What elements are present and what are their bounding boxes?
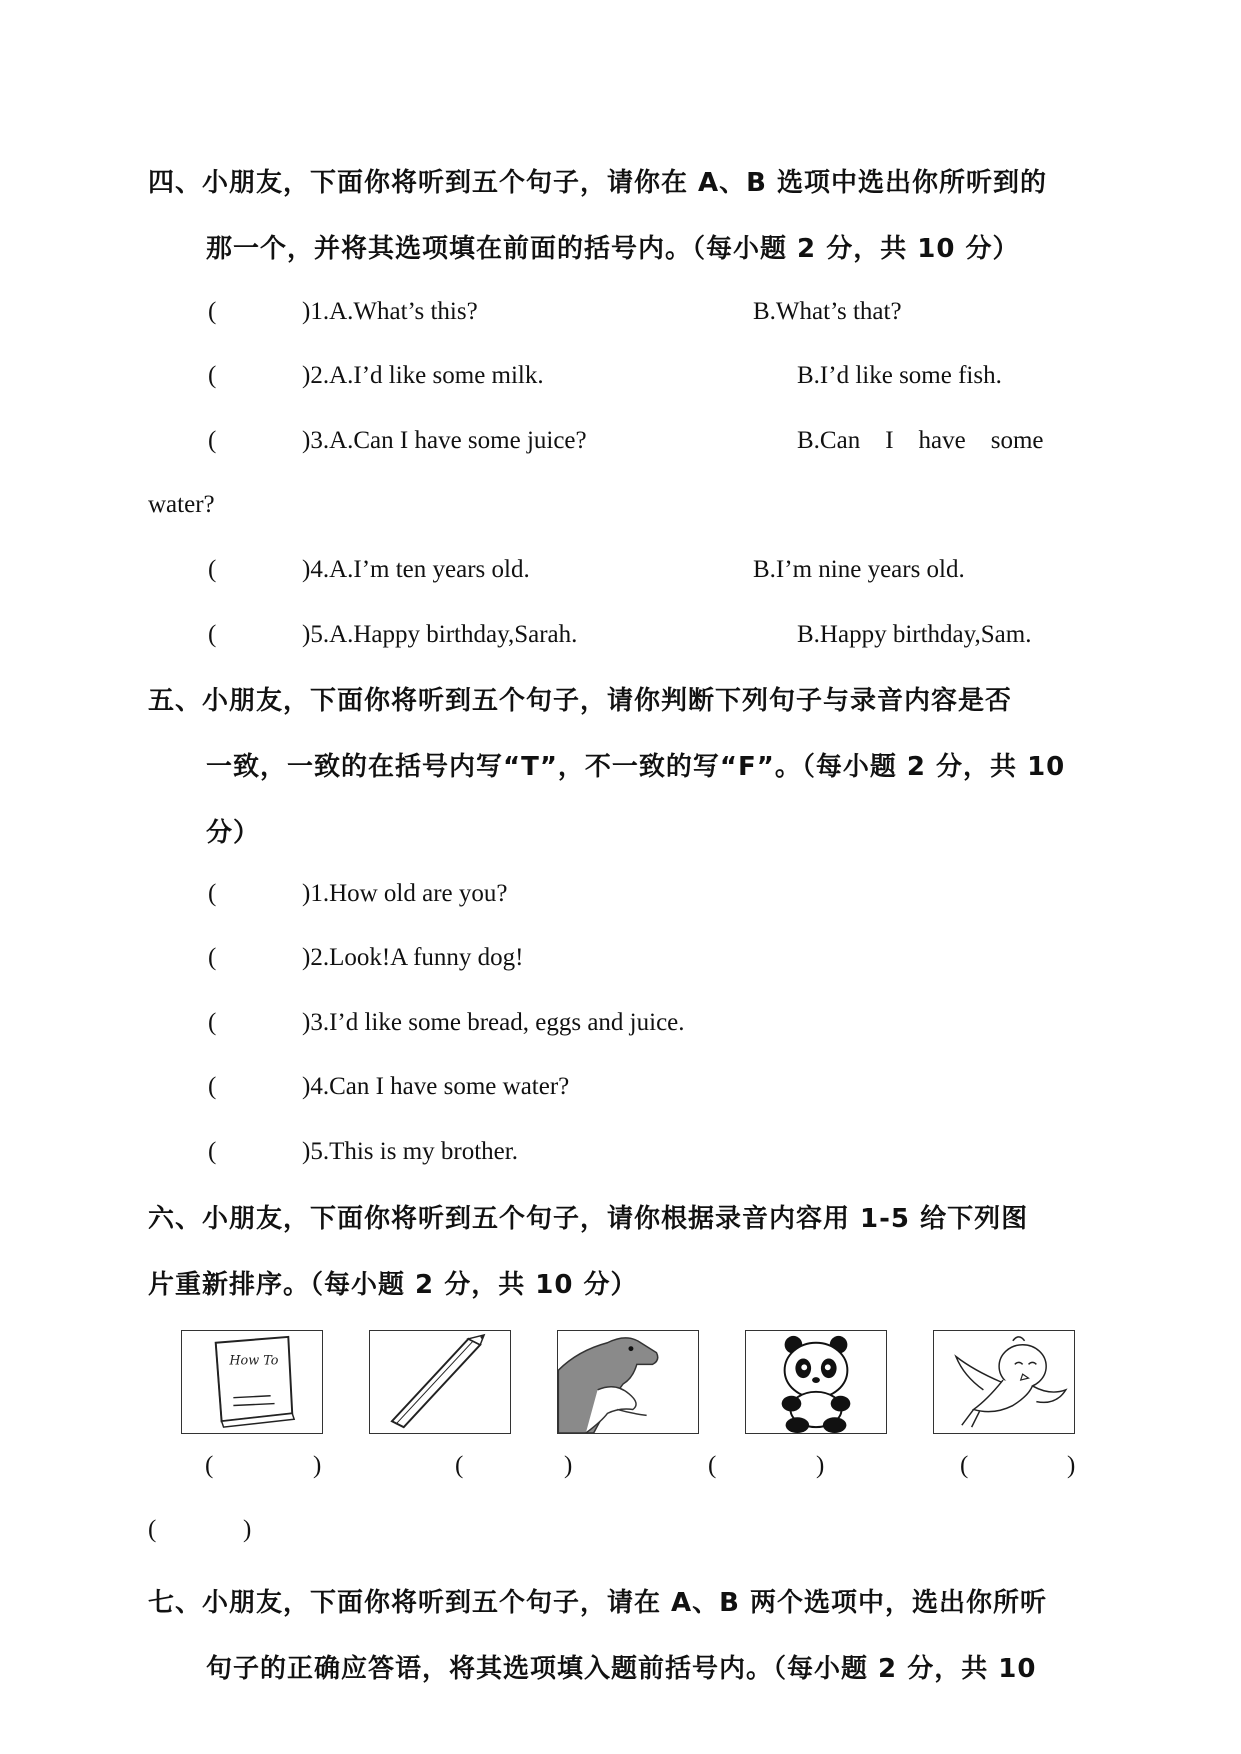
s5-item-3-text: )3.I’d like some bread, eggs and juice. — [302, 1009, 685, 1036]
s4-item-5-option-b: B.Happy birthday,Sam. — [797, 621, 1032, 648]
section5-title-line2: 一致，一致的在括号内写“T”，不一致的写“F”。（每小题 2 分，共 10 — [206, 752, 1066, 782]
s4-item-2-option-b: B.I’d like some fish. — [797, 362, 1002, 389]
blank-open-4: ( — [960, 1452, 969, 1479]
s5-item-2-text: )2.Look!A funny dog! — [302, 944, 524, 971]
section6-title-line2: 片重新排序。（每小题 2 分，共 10 分） — [148, 1270, 638, 1300]
blank-open-5: ( — [148, 1516, 157, 1543]
blank-close-1: ) — [313, 1452, 322, 1479]
s4-item-3-option-a: )3.A.Can I have some juice? — [302, 427, 587, 454]
blank-open-2: ( — [455, 1452, 464, 1479]
s4-item-1-option-a: )1.A.What’s this? — [302, 298, 478, 325]
section5-heading — [148, 668, 1088, 866]
section7-title-line2: 句子的正确应答语，将其选项填入题前括号内。（每小题 2 分，共 10 — [206, 1654, 1037, 1684]
section6-title-line1: 六、小朋友，下面你将听到五个句子，请你根据录音内容用 1-5 给下列图 — [148, 1204, 1029, 1234]
book-icon — [181, 1330, 323, 1434]
exam-page: 四、小朋友，下面你将听到五个句子，请你在 A、B 选项中选出你所听到的 那一个，并将其选项填在前面的括号内。（每小题 2 分，共 10 分） ( )1.A.What’s this? B.What’s that? ( )2.A.I’d like some milk. B.I’d like some fish. ( )3.A.Can I have some juice? B.Can I have some water? ( )4.A.I’m ten years old. B.I’m nine years old. ( )5.A.Happy birthday,Sarah. B.Happy birthday,Sam. 五、小朋友，下面你将听到五个句子，请你判断下列句子与录音内容是否 一致，一致的在括号内写“T”，不一致的写“F”。（每小题 2 分，共 10 分） ( )1.How old are you? ( )2.Look!A funny dog! ( )3.I’d like some bread, eggs and juice. ( )4.Can I have some water? ( )5.This is my brother. 六、小朋友，下面你将听到五个句子，请你根据录音内容用 1-5 给下列图 片重新排序。（每小题 2 分，共 10 分） How To ( ) ( ) ( ) ( ) ( ) 七、小朋友，下面你将听到五个句子，请在 A、B 两个选项中，选出你所听 句子的正确应答语，将其选项填入题前括号内。（每小题 2 分，共 10 — [0, 0, 1241, 1754]
s4-item-2-option-a: )2.A.I’d like some milk. — [302, 362, 544, 389]
section5-title-line3: 分） — [206, 818, 261, 848]
s5-item-5-text: )5.This is my brother. — [302, 1138, 518, 1165]
s4-item-4-option-a: )4.A.I’m ten years old. — [302, 556, 530, 583]
blank-close-5: ) — [243, 1516, 252, 1543]
blank-close-3: ) — [816, 1452, 825, 1479]
pencil-icon — [369, 1330, 511, 1434]
blank-close-2: ) — [564, 1452, 573, 1479]
blank-open-3: ( — [708, 1452, 717, 1479]
section6-heading — [148, 1186, 1088, 1318]
panda-icon — [745, 1330, 887, 1434]
dog-puppet-icon — [557, 1330, 699, 1434]
section4-heading — [148, 150, 1088, 282]
picture-row — [0, 1330, 1241, 1440]
blank-close-4: ) — [1067, 1452, 1076, 1479]
s4-item-3-option-b: B.Can I have some — [797, 427, 1044, 454]
blank-open-1: ( — [205, 1452, 214, 1479]
section7-heading — [148, 1570, 1088, 1702]
section4-title-line1: 四、小朋友，下面你将听到五个句子，请你在 A、B 选项中选出你所听到的 — [148, 168, 1048, 198]
svg-text:How To: How To — [229, 1353, 279, 1369]
s4-item-3-option-b-continued: water? — [148, 491, 215, 518]
s4-item-5-option-a: )5.A.Happy birthday,Sarah. — [302, 621, 578, 648]
s5-item-1-text: )1.How old are you? — [302, 880, 508, 907]
bird-icon — [933, 1330, 1075, 1434]
section5-title-line1: 五、小朋友，下面你将听到五个句子，请你判断下列句子与录音内容是否 — [148, 686, 1013, 716]
s4-item-1-option-b: B.What’s that? — [753, 298, 902, 325]
section4-title-line2: 那一个，并将其选项填在前面的括号内。（每小题 2 分，共 10 分） — [206, 234, 1020, 264]
section7-title-line1: 七、小朋友，下面你将听到五个句子，请在 A、B 两个选项中，选出你所听 — [148, 1588, 1048, 1618]
s4-item-4-option-b: B.I’m nine years old. — [753, 556, 965, 583]
s5-item-4-text: )4.Can I have some water? — [302, 1073, 570, 1100]
